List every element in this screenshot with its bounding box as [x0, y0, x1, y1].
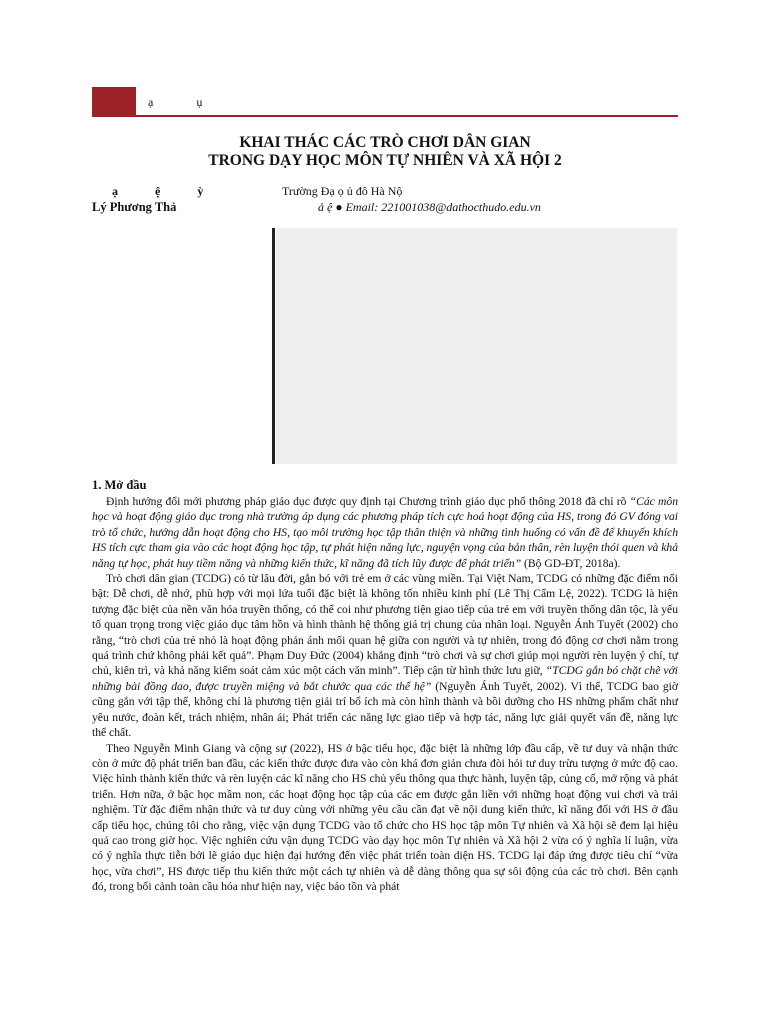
paragraph-2-text-a: Trò chơi dân gian (TCDG) có từ lâu đời, gắn bó với trẻ em ở các vùng miền. Tại Việt Nam, TCDG có những đặc điểm nổi bật: Dễ chơi, dễ nhớ, phù hợp với mọi lứa tuổi đặc biệt là không tốn nhiều kinh phí (Lê Thị Cẩm Lệ, 2022). TCDG là hiện tượng đặc biệt của nền văn hóa truyền thống, có thể coi như phương tiện giao tiếp của trẻ em với truyền thống dân tộc, là yếu tố quan trọng trong việc giáo dục tâm hồn và hình thành hệ thống giá trị chung của nhân loại. Nguyễn Ánh Tuyết (2002) cho rằng, “trò chơi của trẻ nhỏ là hoạt động phản ánh mối quan hệ giữa con người và tự nhiên, trong đó động cơ chơi nằm trong quá trình chứ không phải kết quả”. Phạm Duy Đức (2004) khẳng định “trò chơi và sự chơi giúp mọi người rèn luyện ý chí, tự chủ, kiên trì, và khả năng kiểm soát cảm xúc một cách văn minh”. Tiếp cận từ hình thức lưu giữ,	[92, 572, 678, 678]
header-rule	[136, 115, 678, 117]
paragraph-3: Theo Nguyễn Minh Giang và cộng sự (2022), HS ở bậc tiểu học, đặc biệt là những lớp đầu cấp, về tư duy và nhận thức còn ở mức độ phát triển ban đầu, các kiến thức được đưa vào còn khá đơn giản chưa đòi hỏi tư duy trừu tượng ở mức độ cao. Việc hình thành kiến thức và rèn luyện các kĩ năng cho HS chủ yếu thông qua thực hành, luyện tập, củng cố, mở rộng và phát triển. Hơn nữa, ở bậc học mầm non, các hoạt động học tập của các em được gắn liền với những hoạt động vui chơi và trải nghiệm. Từ đặc điểm nhận thức và tư duy cùng với những yêu cầu cần đạt về nội dung kiến thức, kĩ năng đối với HS ở đầu cấp tiểu học, chúng tôi cho rằng, việc vận dụng TCDG vào tổ chức cho HS học tập môn Tự nhiên và Xã hội sẽ đem lại hiệu quả cao trong giờ học. Việc nghiên cứu vận dụng TCDG vào dạy học môn Tự nhiên và Xã hội 2 vừa có ý nghĩa lí luận, vừa có ý nghĩa thực tiễn bởi lẽ giáo dục hiện đại hướng đến việc phát triển toàn diện HS. TCDG lại đáp ứng được tiêu chí “vừa học, vừa chơi”, HS được tiếp thu kiến thức một cách tự nhiên và dễ dàng thông qua sự sôi động của các trò chơi. Bên cạnh đó, trong bối cảnh toàn cầu hóa như hiện nay, việc bảo tồn và phát	[92, 741, 678, 894]
paragraph-1-quote: “Các môn học và hoạt động giáo dục trong nhà trường áp dụng các phương pháp tích cực hoá hoạt động của HS, trong đó GV đóng vai trò tổ chức, hướng dẫn hoạt động cho HS, tạo môi trường học tập thân thiện và những tình huống có vấn đề để khuyến khích HS tích cực tham gia vào các hoạt động học tập, tự phát hiện năng lực, nguyện vọng của bản thân, rèn luyện thói quen và khả năng tự học, phát huy tiềm năng và những kiến thức, kĩ năng đã tích lũy được để phát triển”	[92, 495, 678, 570]
author-role-1: ạ	[112, 184, 118, 198]
abstract-side-bar	[272, 228, 275, 464]
paper-title-line-1: KHAI THÁC CÁC TRÒ CHƠI DÂN GIAN	[239, 134, 531, 151]
running-header-label-b: ụ	[196, 95, 203, 109]
author-role-2: ệ	[155, 184, 161, 198]
paper-title-line-2: TRONG DẠY HỌC MÔN TỰ NHIÊN VÀ XÃ HỘI 2	[208, 152, 562, 169]
author-affiliation: Trường Đạ ọ ủ đô Hà Nộ	[282, 184, 403, 198]
abstract-box	[276, 228, 677, 464]
paragraph-1	[92, 494, 678, 571]
section-heading: 1. Mở đầu	[92, 478, 147, 492]
section-body	[92, 494, 678, 895]
author-name: Lý Phương Thả	[92, 200, 177, 214]
paragraph-2	[92, 571, 678, 740]
paragraph-2-text-b: (Nguyễn Ánh Tuyết, 2002). Vì thế, TCDG bao giờ cũng gắn với tập thể, không chỉ là phương tiện giải trí bổ ích mà còn hình thành và bồi dưỡng cho HS những phẩm chất như yêu nước, đoàn kết, trách nhiệm, nhân ái; Phát triển các năng lực giao tiếp và hợp tác, năng lực giải quyết vấn đề, năng lực thể chất.	[92, 679, 679, 740]
header-accent-block	[92, 87, 136, 117]
paragraph-1-text-a: Định hướng đổi mới phương pháp giáo dục được quy định tại Chương trình giáo dục phổ thông 2018 đã chỉ rõ	[106, 495, 630, 508]
running-header	[148, 95, 242, 110]
running-header-label-a: ạ	[148, 95, 154, 109]
paragraph-2-quote: “TCDG gắn bó chặt chẽ với những bài đồng dao, được truyền miệng và bắt chước qua các thế hệ”	[92, 664, 678, 693]
author-email: ả ệ ● Email: 221001038@dathocthudo.edu.vn	[318, 200, 541, 214]
author-role-3: ỳ	[197, 184, 204, 198]
author-roles	[112, 184, 237, 199]
paragraph-1-text-b: (Bộ GD-ĐT, 2018a).	[521, 556, 621, 570]
